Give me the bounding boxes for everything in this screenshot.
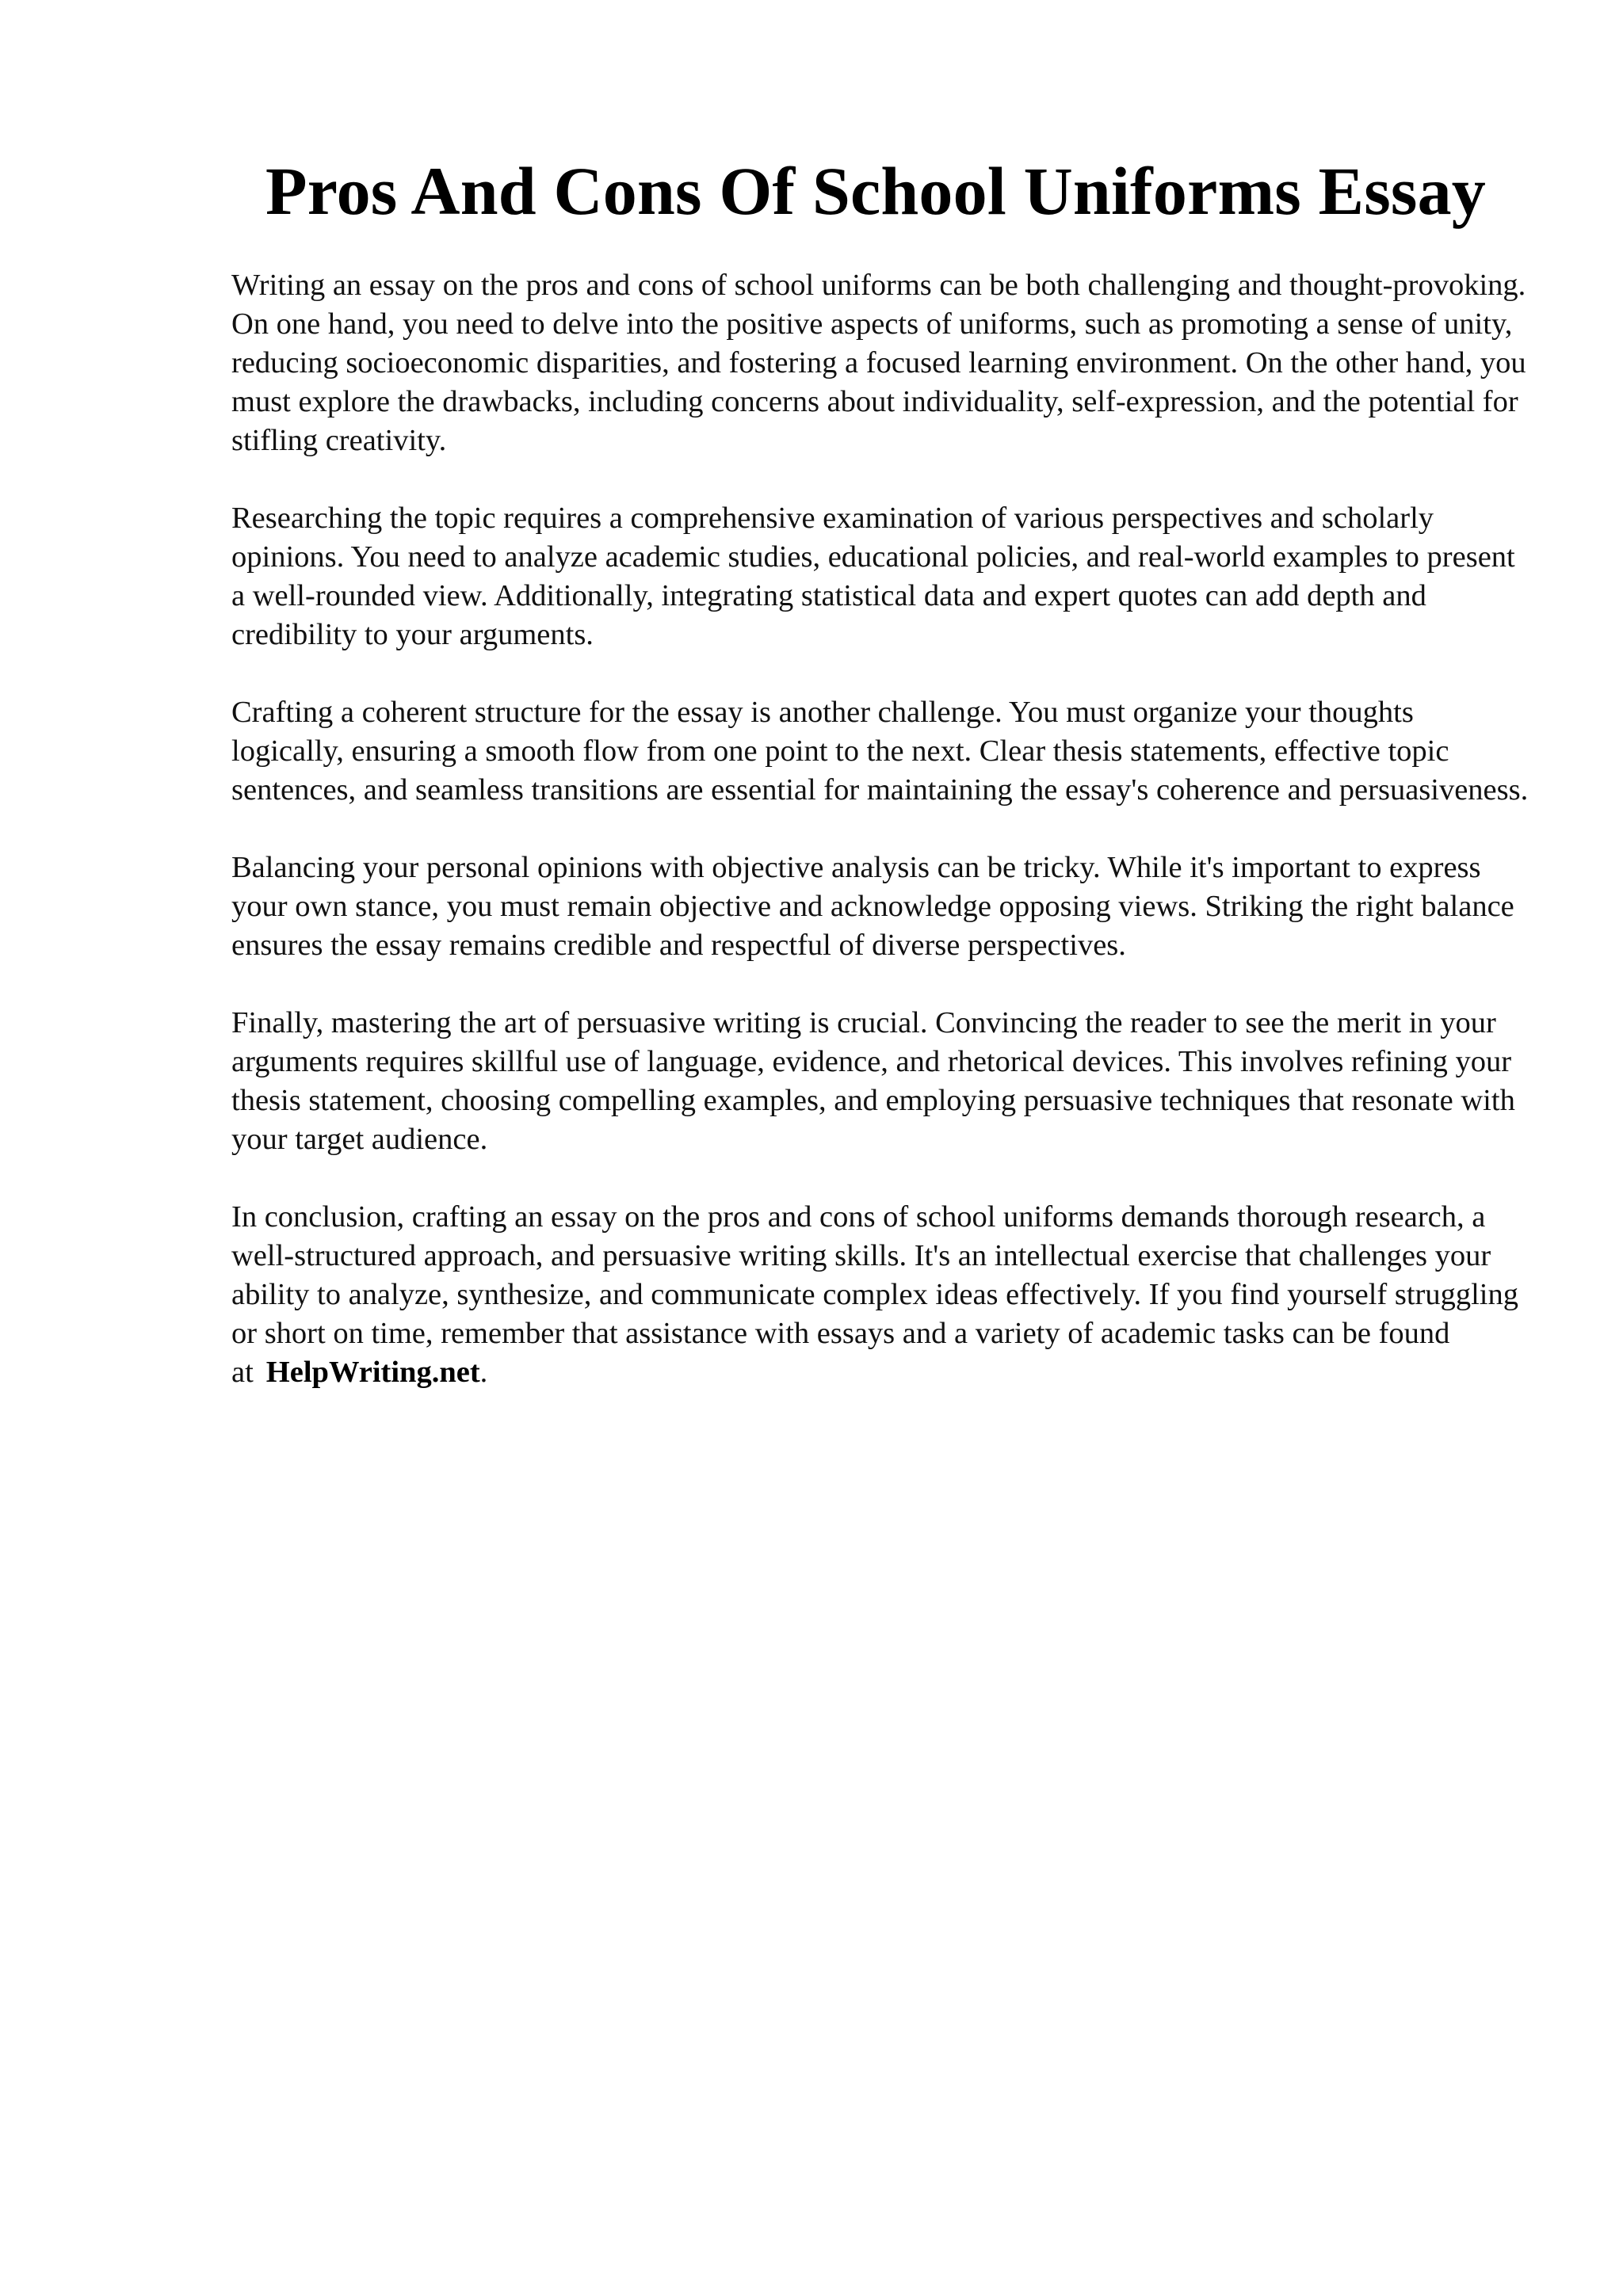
paragraph-balance: Balancing your personal opinions with objective analysis can be tricky. While it's important to express your own stance, you must remain objective and acknowledge opposing views. Striking the right balance ensures the essay remains credible and respectful of diverse perspectives. bbox=[231, 851, 1514, 962]
document-title: Pros And Cons Of School Uniforms Essay bbox=[265, 153, 1486, 229]
paragraph-structure: Crafting a coherent structure for the essay is another challenge. You must organize your thoughts logically, ensuring a smooth flow from one point to the next. Clear thesis statements, effective topic sentences, and seamless transitions are essential for maintaining the essay's coherence and persuasiveness. bbox=[231, 696, 1529, 807]
essay-body bbox=[231, 266, 1531, 1431]
paragraph-intro: Writing an essay on the pros and cons of school uniforms can be both challenging and thought-provoking. On one hand, you need to delve into the positive aspects of uniforms, such as promoting a sense of unity, reducing socioeconomic disparities, and fostering a focused learning environment. On the other hand, you must explore the drawbacks, including concerns about individuality, self-expression, and the potential for stifling creativity. bbox=[231, 269, 1526, 457]
conclusion-period: . bbox=[479, 1356, 488, 1389]
paragraph-persuasion: Finally, mastering the art of persuasive writing is crucial. Convincing the reader to see the merit in your arguments requires skillful use of language, evidence, and rhetorical devices. This involves refining your thesis statement, choosing compelling examples, and employing persuasive techniques that resonate with your target audience. bbox=[231, 1006, 1515, 1156]
paragraph-conclusion bbox=[231, 1198, 1531, 1392]
helpwriting-link[interactable]: HelpWriting.net bbox=[265, 1356, 480, 1389]
paragraph-research: Researching the topic requires a comprehensive examination of various perspectives and scholarly opinions. You need to analyze academic studies, educational policies, and real-world examples to present a well-rounded view. Additionally, integrating statistical data and expert quotes can add depth and credibility to your arguments. bbox=[231, 502, 1515, 651]
conclusion-text: In conclusion, crafting an essay on the pros and cons of school uniforms demands thorough research, a well-structured approach, and persuasive writing skills. It's an intellectual exercise that challenges your ability to analyze, synthesize, and communicate complex ideas effectively. If you find yourself struggling or short on time, remember that assistance with essays and a variety of academic tasks can be found at bbox=[231, 1200, 1518, 1389]
